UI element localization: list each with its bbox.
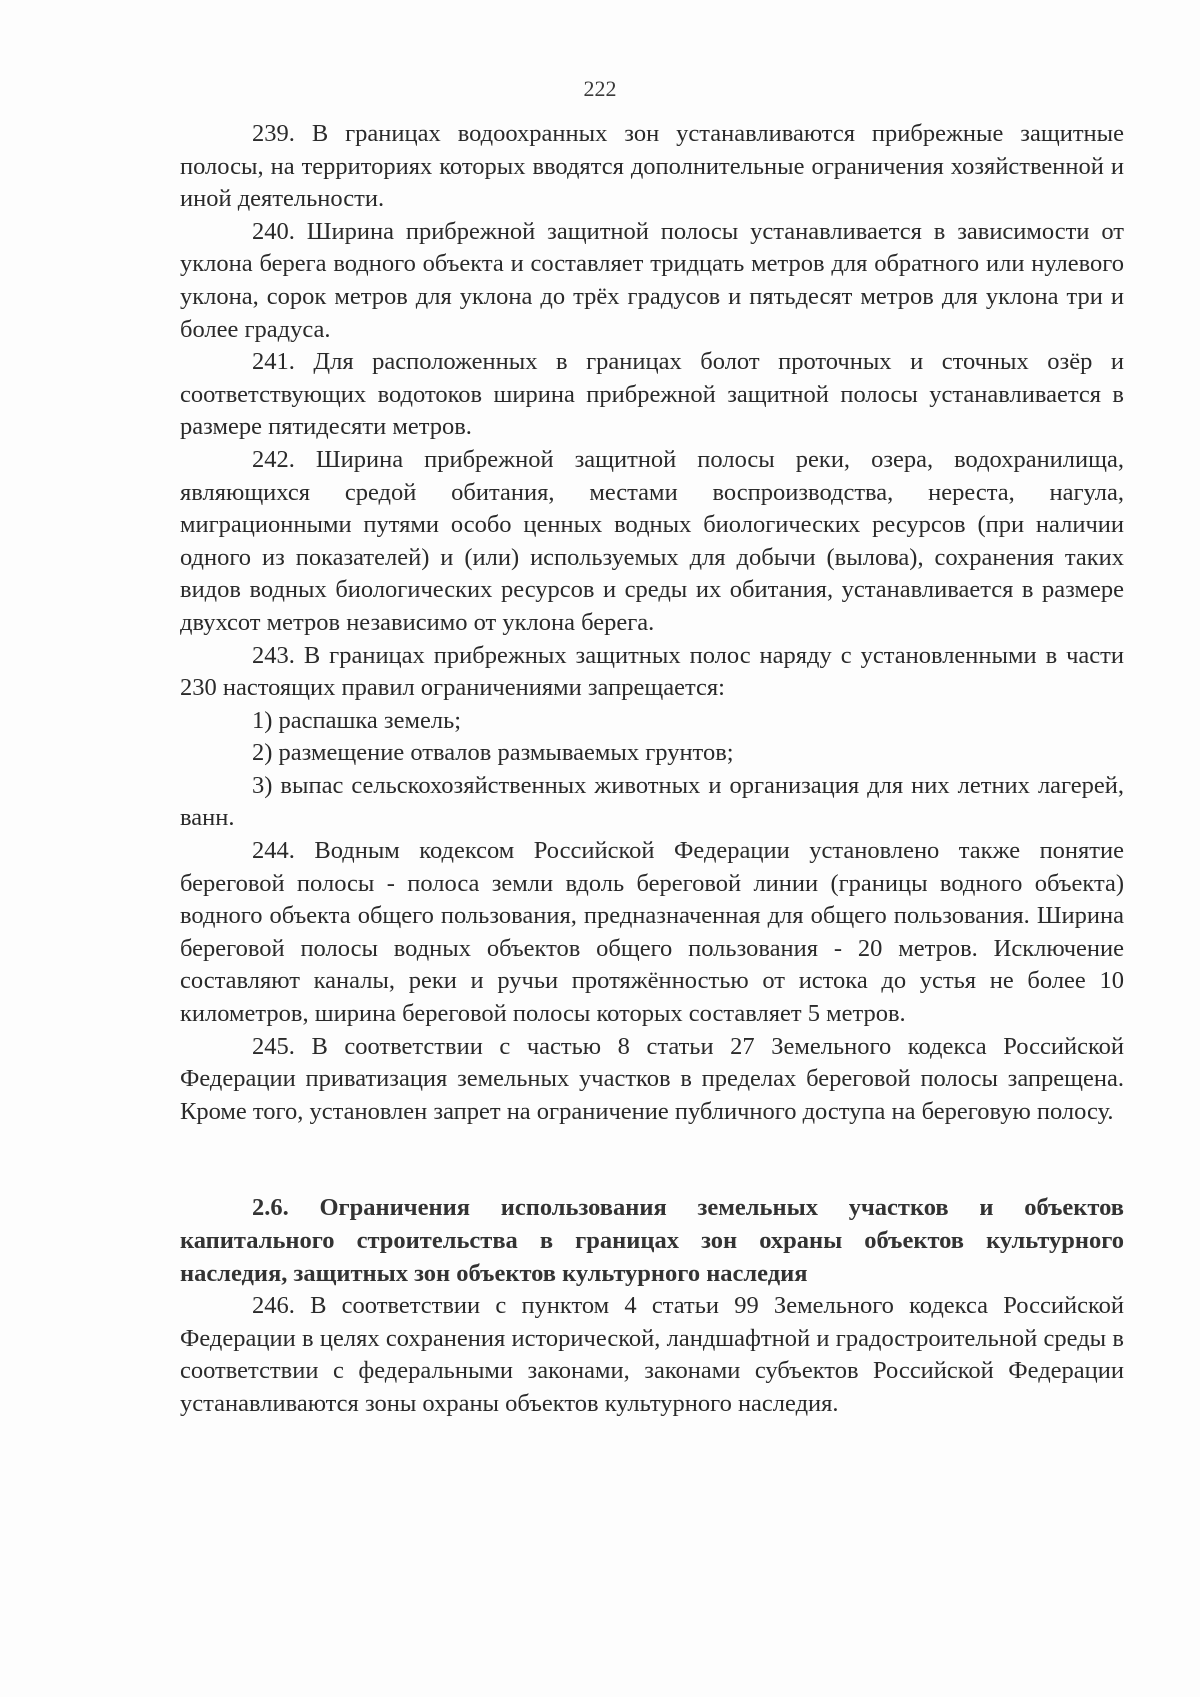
paragraph-246: 246. В соответствии с пунктом 4 статьи 99 Земельного кодекса Российской Федерации в целях сохранения исторической, ландшафтной и градостроительной среды в соответствии с федеральными законами, законами субъектов Российской Федерации устанавливаются зоны охраны объектов культурного наследия.	[180, 1292, 1124, 1417]
paragraph-240: 240. Ширина прибрежной защитной полосы устанавливается в зависимости от уклона берега водного объекта и составляет тридцать метров для обратного или нулевого уклона, сорок метров для уклона до трёх градусов и пятьдесят метров для уклона три и более градуса.	[180, 217, 1124, 343]
list-item-3: 3) выпас сельскохозяйственных животных и организация для них летних лагерей, ванн.	[180, 771, 1124, 832]
list-item-2: 2) размещение отвалов размываемых грунтов;	[252, 739, 734, 767]
paragraph-242: 242. Ширина прибрежной защитной полосы реки, озера, водохранилища, являющихся средой обитания, местами воспроизводства, нереста, нагула, миграционными путями особо ценных водных биологических ресурсов (при наличии одного из показателей) и (или) используемых для добычи (вылова), сохранения таких видов водных биологических ресурсов и среды их обитания, устанавливается в размере двухсот метров независимо от уклона берега.	[180, 445, 1124, 636]
paragraph-241: 241. Для расположенных в границах болот проточных и сточных озёр и соответствующих водотоков ширина прибрежной защитной полосы устанавливается в размере пятидесяти метров.	[180, 348, 1124, 441]
list-item-1: 1) распашка земель;	[252, 706, 462, 734]
paragraph-239: 239. В границах водоохранных зон устанавливаются прибрежные защитные полосы, на территориях которых вводятся дополнительные ограничения хозяйственной и иной деятельности.	[180, 120, 1124, 213]
page-number: 222	[583, 76, 617, 101]
paragraph-245: 245. В соответствии с частью 8 статьи 27 Земельного кодекса Российской Федерации приватизация земельных участков в пределах береговой полосы запрещена. Кроме того, установлен запрет на ограничение публичного доступа на береговую полосу.	[180, 1032, 1124, 1125]
document-body	[180, 118, 1124, 1421]
section-heading-2-6: 2.6. Ограничения использования земельных участков и объектов капитального строительства в границах зон охраны объектов культурного наследия, защитных зон объектов культурного наследия	[180, 1194, 1124, 1287]
paragraph-244: 244. Водным кодексом Российской Федерации установлено также понятие береговой полосы - полоса земли вдоль береговой линии (границы водного объекта) водного объекта общего пользования, предназначенная для общего пользования. Ширина береговой полосы водных объектов общего пользования - 20 метров. Исключение составляют каналы, реки и ручьи протяжённостью от истока до устья не более 10 километров, ширина береговой полосы которых составляет 5 метров.	[180, 837, 1124, 1028]
paragraph-243: 243. В границах прибрежных защитных полос наряду с установленными в части 230 настоящих правил ограничениями запрещается:	[180, 641, 1124, 702]
